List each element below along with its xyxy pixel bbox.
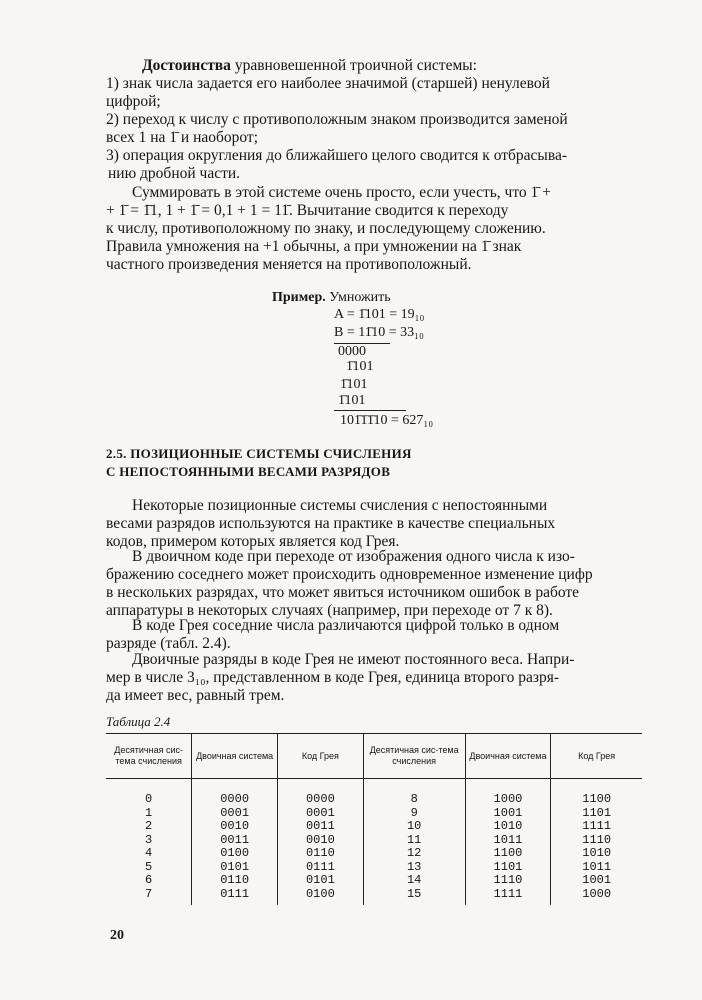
- cell-binary: 0101: [192, 861, 278, 875]
- cell-binary: 0000: [192, 779, 278, 807]
- example-label: Пример.: [272, 290, 326, 305]
- cell-gray: 1011: [551, 861, 642, 875]
- advantages-line: нию дробной части.: [108, 165, 241, 182]
- cell-decimal: 13: [363, 861, 465, 875]
- advantages-paragraph: [106, 57, 642, 183]
- cell-decimal: 3: [145, 832, 153, 847]
- advantages-line: 3) операция округления до ближайшего целого сводится к отбрасыва-: [106, 147, 567, 164]
- cell-decimal: 14: [363, 874, 465, 888]
- cell-decimal: 4: [145, 846, 153, 860]
- body-line: Двоичные разряды в коде Грея не имеют постоянного веса. Напри-: [132, 651, 575, 668]
- cell-binary: 0011: [192, 834, 278, 848]
- cell-decimal: 11: [363, 834, 465, 848]
- table-row: [106, 847, 642, 861]
- cell-gray: 1101: [551, 807, 642, 821]
- cell-gray: 1010: [551, 847, 642, 861]
- cell-decimal: 1: [145, 805, 153, 820]
- summation-line: Суммировать в этой системе очень просто, если учесть, что 1̄ +: [132, 184, 551, 201]
- example-result: 101̄1̄1̄10 = 627₁₀: [340, 413, 434, 428]
- table-row: [106, 861, 642, 875]
- cell-binary: 0100: [192, 847, 278, 861]
- header-binary: Двоичная система: [192, 734, 278, 779]
- cell-gray: 0010: [278, 834, 364, 848]
- advantages-title: Достоинства: [142, 57, 231, 74]
- body-paragraph-1: [106, 497, 642, 551]
- cell-binary: 1111: [465, 888, 551, 906]
- body-line: В двоичном коде при переходе от изображения одного числа к изо-: [132, 548, 575, 565]
- section-heading-line2: С НЕПОСТОЯННЫМИ ВЕСАМИ РАЗРЯДОВ: [106, 464, 391, 479]
- body-line: весами разрядов используются на практике в качестве специальных: [106, 515, 556, 532]
- cell-gray: 1100: [551, 779, 642, 807]
- table-row: [106, 779, 642, 807]
- example-text: Умножить: [329, 290, 391, 305]
- cell-decimal: 12: [363, 847, 465, 861]
- header-gray: Код Грея: [278, 734, 364, 779]
- example-b-line: B = 11̄10 = 33₁₀: [334, 325, 424, 340]
- cell-gray: 0000: [278, 779, 364, 807]
- cell-gray: 1000: [551, 888, 642, 906]
- cell-binary: 1000: [465, 779, 551, 807]
- cell-decimal: 2: [145, 819, 153, 833]
- partial-product: 1̄101: [338, 393, 366, 408]
- cell-decimal: 8: [363, 779, 465, 807]
- summation-line: частного произведения меняется на противоположный.: [106, 256, 472, 273]
- table-row: [106, 834, 642, 848]
- table-row: [106, 820, 642, 834]
- example-a-line: A = 1̄101 = 19₁₀: [334, 307, 425, 322]
- cell-gray: 0111: [278, 861, 364, 875]
- cell-binary: 1110: [465, 874, 551, 888]
- cell-gray: 1110: [551, 834, 642, 848]
- body-paragraph-4: [106, 651, 642, 705]
- cell-binary: 1001: [465, 807, 551, 821]
- partial-product: 0000: [338, 344, 366, 359]
- cell-binary: 1010: [465, 820, 551, 834]
- cell-gray: 0100: [278, 888, 364, 906]
- section-heading-line1: [106, 445, 412, 463]
- body-line: да имеет вес, равный трем.: [106, 687, 285, 704]
- partial-product: 1̄101: [346, 359, 374, 374]
- body-line: разряде (табл. 2.4).: [106, 635, 231, 652]
- cell-gray: 1111: [551, 820, 642, 834]
- summation-paragraph: [106, 184, 642, 274]
- cell-binary: 0001: [192, 807, 278, 821]
- body-line: кодов, примером которых является код Грея.: [106, 533, 400, 550]
- cell-gray: 0001: [278, 807, 364, 821]
- advantages-line: 1) знак числа задается его наиболее значимой (старшей) ненулевой: [106, 75, 550, 92]
- body-line: В коде Грея соседние числа различаются цифрой только в одном: [132, 617, 560, 634]
- cell-decimal: 10: [363, 820, 465, 834]
- cell-gray: 0110: [278, 847, 364, 861]
- cell-decimal: 15: [363, 888, 465, 906]
- cell-decimal: 9: [363, 807, 465, 821]
- cell-binary: 0010: [192, 820, 278, 834]
- body-line: бражению соседнего может происходить одновременное изменение цифр: [106, 566, 593, 583]
- cell-binary: 0111: [192, 888, 278, 906]
- page-number: 20: [110, 928, 124, 943]
- advantages-line: 2) переход к числу с противоположным знаком производится заменой: [106, 111, 568, 128]
- table-row: [106, 874, 642, 888]
- cell-gray: 0011: [278, 820, 364, 834]
- advantages-line: цифрой;: [106, 93, 161, 110]
- table-header-row: [106, 734, 642, 779]
- table-caption: Таблица 2.4: [106, 714, 171, 729]
- advantages-title-rest: уравновешенной троичной системы:: [234, 57, 477, 74]
- cell-decimal: 7: [145, 886, 153, 901]
- body-line: в нескольких разрядах, что может явиться источником ошибок в работе: [106, 584, 580, 601]
- cell-decimal: 0: [145, 792, 153, 806]
- table-row: [106, 888, 642, 906]
- section-title: ПОЗИЦИОННЫЕ СИСТЕМЫ СЧИСЛЕНИЯ: [130, 446, 412, 461]
- header-gray-2: Код Грея: [551, 734, 642, 779]
- cell-binary: 1101: [465, 861, 551, 875]
- cell-decimal: 5: [145, 859, 153, 874]
- header-decimal: Десятичная сис-тема счисления: [106, 734, 192, 779]
- advantages-line: всех 1 на 1̄ и наоборот;: [106, 129, 259, 146]
- cell-binary: 1100: [465, 847, 551, 861]
- cell-gray: 1001: [551, 874, 642, 888]
- partial-product: 1̄101: [340, 377, 368, 392]
- body-line: мер в числе 3₁₀, представленном в коде Грея, единица второго разря-: [106, 669, 560, 686]
- table-row: [106, 807, 642, 821]
- header-binary-2: Двоичная система: [465, 734, 551, 779]
- cell-binary: 0110: [192, 874, 278, 888]
- header-decimal-2: Десятичная сис-тема счисления: [363, 734, 465, 779]
- body-line: аппаратуры в некоторых случаях (например, при переходе от 7 к 8).: [106, 602, 553, 619]
- body-line: Некоторые позиционные системы счисления с непостоянными: [132, 497, 548, 514]
- summation-line: + 1̄ = 1̄1, 1 + 1̄ = 0,1 + 1 = 11̄. Вычитание сводится к переходу: [106, 202, 509, 219]
- cell-gray: 0101: [278, 874, 364, 888]
- gray-code-table: [106, 733, 642, 905]
- section-number: 2.5.: [106, 446, 127, 461]
- sum-rule: [334, 410, 406, 411]
- body-paragraph-3: [106, 617, 642, 653]
- cell-binary: 1011: [465, 834, 551, 848]
- body-paragraph-2: [106, 548, 642, 620]
- example-label-line: [272, 288, 391, 307]
- cell-decimal: 6: [145, 873, 153, 887]
- summation-line: Правила умножения на +1 обычны, а при умножении на 1̄ знак: [106, 238, 522, 255]
- summation-line: к числу, противоположному по знаку, и последующему сложению.: [106, 220, 546, 237]
